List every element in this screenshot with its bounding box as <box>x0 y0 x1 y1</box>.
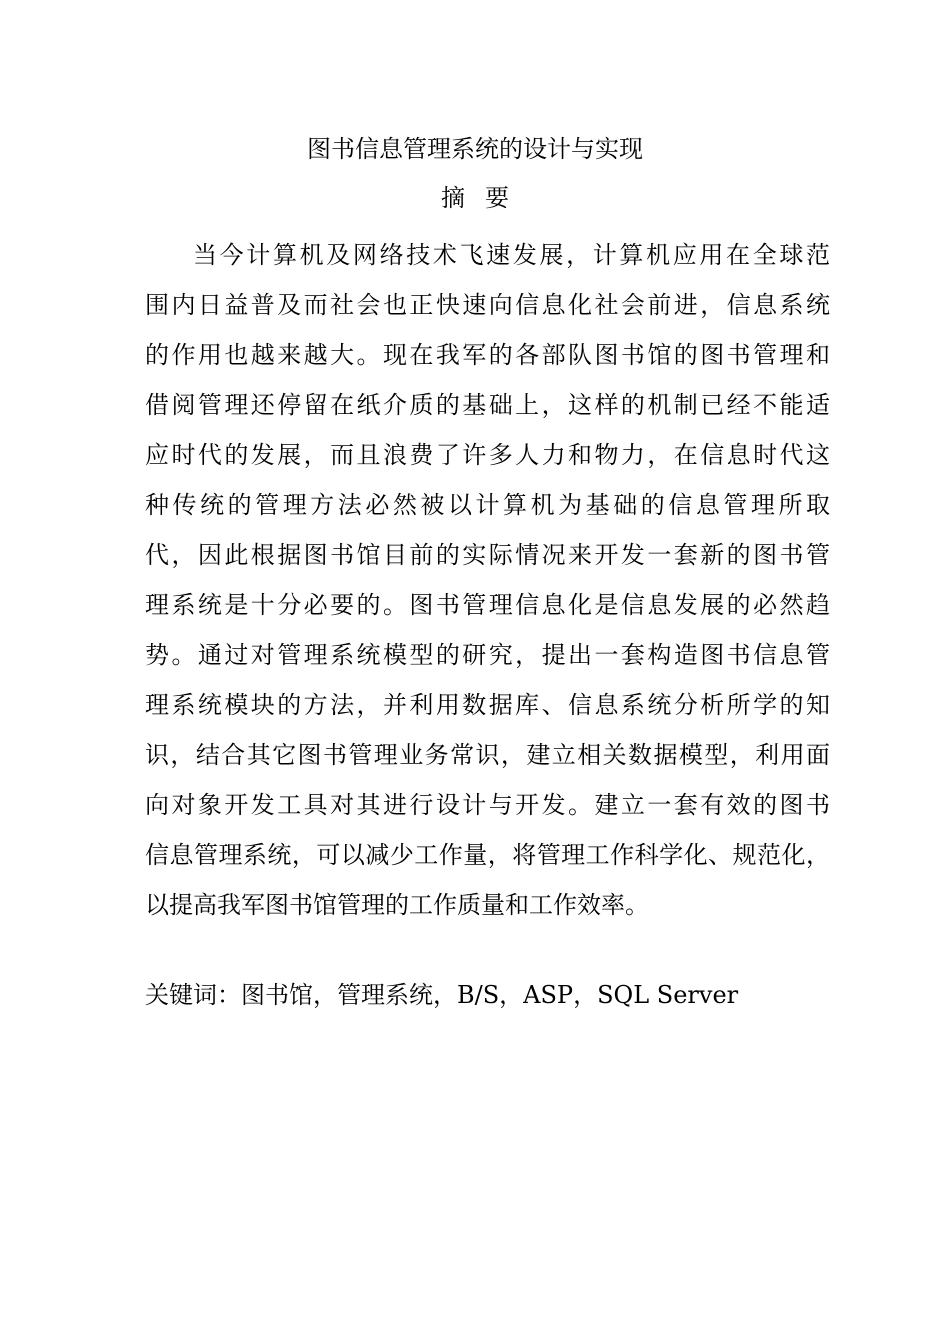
abstract-line: 势。通过对管理系统模型的研究，提出一套构造图书信息管 <box>145 641 830 669</box>
keywords-line: 关键词：图书馆，管理系统，B/S，ASP，SQL Server <box>145 981 739 1009</box>
abstract-line: 的作用也越来越大。现在我军的各部队图书馆的图书管理和 <box>145 341 830 369</box>
abstract-line: 理系统模块的方法，并利用数据库、信息系统分析所学的知 <box>145 691 830 719</box>
abstract-line: 识，结合其它图书管理业务常识，建立相关数据模型，利用面 <box>145 741 830 769</box>
abstract-line: 围内日益普及而社会也正快速向信息化社会前进，信息系统 <box>145 291 830 319</box>
abstract-heading: 摘要 <box>441 184 529 212</box>
abstract-line: 借阅管理还停留在纸介质的基础上，这样的机制已经不能适 <box>145 391 830 419</box>
abstract-line: 应时代的发展，而且浪费了许多人力和物力，在信息时代这 <box>145 441 830 469</box>
abstract-line: 理系统是十分必要的。图书管理信息化是信息发展的必然趋 <box>145 591 830 619</box>
abstract-line: 种传统的管理方法必然被以计算机为基础的信息管理所取 <box>145 491 830 519</box>
document-title: 图书信息管理系统的设计与实现 <box>307 135 643 163</box>
abstract-line: 向对象开发工具对其进行设计与开发。建立一套有效的图书 <box>145 791 830 819</box>
abstract-body <box>145 230 830 930</box>
abstract-line: 以提高我军图书馆管理的工作质量和工作效率。 <box>145 891 649 919</box>
abstract-line: 代，因此根据图书馆目前的实际情况来开发一套新的图书管 <box>145 541 830 569</box>
abstract-line: 信息管理系统，可以减少工作量，将管理工作科学化、规范化， <box>145 841 830 869</box>
abstract-line: 当今计算机及网络技术飞速发展，计算机应用在全球范 <box>193 241 830 269</box>
